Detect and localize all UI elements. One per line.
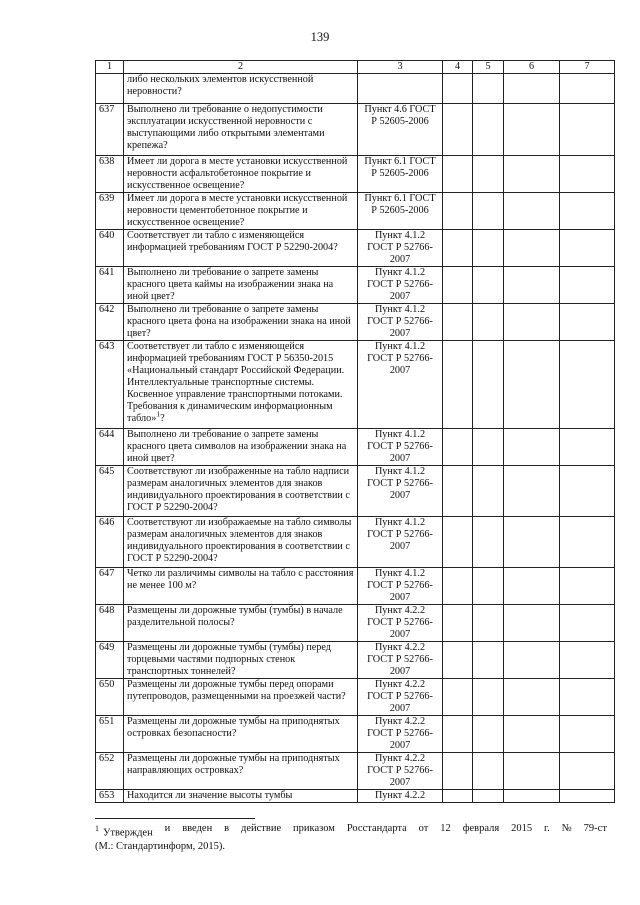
empty-cell-col-4: [443, 605, 473, 642]
empty-cell-col-6: [504, 193, 560, 230]
row-reference: Пункт 4.1.2 ГОСТ Р 52766-2007: [358, 304, 443, 341]
empty-cell-col-7: [560, 790, 615, 803]
empty-cell-col-5: [473, 605, 504, 642]
footnote-word: №: [561, 823, 572, 834]
empty-cell-col-4: [443, 568, 473, 605]
row-number: 650: [96, 679, 124, 716]
empty-cell-col-5: [473, 753, 504, 790]
row-question-text: Имеет ли дорога в месте установки искусственной неровности цементобетонное покрытие и искусственное освещение?: [127, 193, 348, 228]
empty-cell-col-6: [504, 517, 560, 568]
empty-cell-col-4: [443, 304, 473, 341]
row-reference: Пункт 4.1.2 ГОСТ Р 52766-2007: [358, 341, 443, 429]
footnote-reference: 1: [156, 409, 161, 419]
empty-cell-col-7: [560, 679, 615, 716]
empty-cell-col-7: [560, 304, 615, 341]
empty-cell-col-6: [504, 156, 560, 193]
empty-cell-col-4: [443, 267, 473, 304]
footnote-word: 79-ст: [583, 823, 607, 834]
empty-cell-col-7: [560, 341, 615, 429]
header-col-3: 3: [358, 61, 443, 74]
empty-cell-col-5: [473, 790, 504, 803]
empty-cell-col-7: [560, 156, 615, 193]
row-question-text: Четко ли различимы символы на табло с расстояния не менее 100 м?: [127, 568, 354, 591]
empty-cell-col-4: [443, 429, 473, 466]
table-row: [96, 74, 615, 104]
table-row: [96, 679, 615, 716]
row-question-text: Выполнено ли требование о запрете замены красного цвета фона на изображении знака на иной цвет?: [127, 304, 351, 339]
empty-cell-col-6: [504, 74, 560, 104]
empty-cell-col-4: [443, 753, 473, 790]
footnote-word: приказом: [293, 823, 335, 834]
row-question-text: Выполнено ли требование о запрете замены красного цвета символов на изображении знака на иной цвет?: [127, 429, 347, 464]
row-number: 641: [96, 267, 124, 304]
empty-cell-col-5: [473, 466, 504, 517]
footnote-divider: [95, 818, 255, 819]
page-number: 139: [310, 30, 330, 44]
empty-cell-col-4: [443, 642, 473, 679]
row-number: 652: [96, 753, 124, 790]
header-col-2: 2: [124, 61, 358, 74]
row-reference: Пункт 4.1.2 ГОСТ Р 52766-2007: [358, 267, 443, 304]
row-question: [124, 304, 358, 341]
table-row: [96, 790, 615, 803]
empty-cell-col-7: [560, 753, 615, 790]
row-question: [124, 156, 358, 193]
empty-cell-col-6: [504, 341, 560, 429]
row-number: [96, 74, 124, 104]
row-question-text: Размещены ли дорожные тумбы (тумбы) в начале разделительной полосы?: [127, 605, 343, 628]
empty-cell-col-5: [473, 517, 504, 568]
row-question-text: Имеет ли дорога в месте установки искусственной неровности асфальтобетонное покрытие и искусственное освещение?: [127, 156, 348, 191]
row-question: [124, 429, 358, 466]
row-reference: Пункт 4.2.2 ГОСТ Р 52766-2007: [358, 716, 443, 753]
empty-cell-col-5: [473, 341, 504, 429]
row-question: [124, 716, 358, 753]
row-number: 637: [96, 104, 124, 156]
empty-cell-col-4: [443, 230, 473, 267]
footnote-word: введен: [182, 823, 213, 834]
empty-cell-col-4: [443, 341, 473, 429]
empty-cell-col-7: [560, 230, 615, 267]
row-reference: Пункт 4.6 ГОСТ Р 52605-2006: [358, 104, 443, 156]
row-question: [124, 267, 358, 304]
table-row: [96, 341, 615, 429]
table-row: [96, 230, 615, 267]
empty-cell-col-5: [473, 642, 504, 679]
row-question-text: Находится ли значение высоты тумбы: [127, 790, 293, 801]
header-col-5: 5: [473, 61, 504, 74]
row-number: 648: [96, 605, 124, 642]
row-number: 638: [96, 156, 124, 193]
empty-cell-col-7: [560, 193, 615, 230]
empty-cell-col-7: [560, 267, 615, 304]
empty-cell-col-6: [504, 716, 560, 753]
row-question: [124, 466, 358, 517]
row-question-text: Размещены ли дорожные тумбы перед опорами путепроводов, размещенными на проезжей части?: [127, 679, 346, 702]
row-reference: Пункт 6.1 ГОСТ Р 52605-2006: [358, 193, 443, 230]
row-question: [124, 193, 358, 230]
row-question-text: Соответствуют ли изображаемые на табло символы размерам аналогичных элементов для знаков индивидуального проектирования в соответствии с ГОСТ Р 52290-2004?: [127, 517, 352, 564]
empty-cell-col-7: [560, 568, 615, 605]
row-question: [124, 74, 358, 104]
empty-cell-col-6: [504, 753, 560, 790]
empty-cell-col-6: [504, 267, 560, 304]
table-row: [96, 104, 615, 156]
empty-cell-col-5: [473, 267, 504, 304]
empty-cell-col-7: [560, 74, 615, 104]
row-question: [124, 568, 358, 605]
table-row: [96, 304, 615, 341]
row-number: 646: [96, 517, 124, 568]
footnote-mark-number: 1: [95, 824, 99, 833]
empty-cell-col-4: [443, 517, 473, 568]
empty-cell-col-7: [560, 104, 615, 156]
table-row: [96, 716, 615, 753]
row-question: [124, 790, 358, 803]
table-row: [96, 466, 615, 517]
row-number: 653: [96, 790, 124, 803]
row-number: 640: [96, 230, 124, 267]
empty-cell-col-6: [504, 642, 560, 679]
empty-cell-col-6: [504, 790, 560, 803]
empty-cell-col-6: [504, 568, 560, 605]
footnote: [95, 822, 607, 853]
empty-cell-col-7: [560, 466, 615, 517]
empty-cell-col-7: [560, 642, 615, 679]
header-col-1: 1: [96, 61, 124, 74]
empty-cell-col-6: [504, 304, 560, 341]
table-row: [96, 642, 615, 679]
table-row: [96, 267, 615, 304]
row-number: 639: [96, 193, 124, 230]
footnote-word: 12: [440, 823, 451, 834]
footnote-word: 2015: [511, 823, 533, 834]
row-reference: Пункт 6.1 ГОСТ Р 52605-2006: [358, 156, 443, 193]
row-question-text: либо нескольких элементов искусственной неровности?: [127, 74, 314, 97]
row-number: 643: [96, 341, 124, 429]
header-col-7: 7: [560, 61, 615, 74]
row-question: [124, 605, 358, 642]
empty-cell-col-4: [443, 466, 473, 517]
row-question-tail: ?: [160, 413, 165, 424]
checklist-table: [95, 60, 615, 803]
header-col-6: 6: [504, 61, 560, 74]
empty-cell-col-5: [473, 568, 504, 605]
empty-cell-col-4: [443, 156, 473, 193]
row-question-text: Соответствуют ли изображенные на табло надписи размерам аналогичных элементов для знаков индивидуального проектирования в соответствии с ГОСТ Р 52290-2004?: [127, 466, 350, 513]
empty-cell-col-7: [560, 429, 615, 466]
empty-cell-col-7: [560, 605, 615, 642]
empty-cell-col-4: [443, 193, 473, 230]
row-reference: Пункт 4.1.2 ГОСТ Р 52766-2007: [358, 568, 443, 605]
empty-cell-col-4: [443, 679, 473, 716]
row-reference: Пункт 4.1.2 ГОСТ Р 52766-2007: [358, 517, 443, 568]
footnote-word: действие: [241, 823, 282, 834]
empty-cell-col-6: [504, 429, 560, 466]
empty-cell-col-7: [560, 716, 615, 753]
empty-cell-col-4: [443, 790, 473, 803]
footnote-line-2: (М.: Стандартинформ, 2015).: [95, 840, 225, 852]
row-reference: Пункт 4.2.2: [358, 790, 443, 803]
footnote-word: от: [418, 823, 429, 834]
empty-cell-col-4: [443, 716, 473, 753]
empty-cell-col-5: [473, 230, 504, 267]
row-number: 649: [96, 642, 124, 679]
empty-cell-col-5: [473, 716, 504, 753]
row-reference: Пункт 4.2.2 ГОСТ Р 52766-2007: [358, 679, 443, 716]
table-header-row: [96, 61, 615, 74]
row-number: 642: [96, 304, 124, 341]
footnote-word: Утвержден: [103, 827, 153, 839]
table-row: [96, 753, 615, 790]
row-number: 651: [96, 716, 124, 753]
empty-cell-col-5: [473, 104, 504, 156]
row-question: [124, 230, 358, 267]
row-question: [124, 104, 358, 156]
row-number: 645: [96, 466, 124, 517]
empty-cell-col-4: [443, 74, 473, 104]
empty-cell-col-6: [504, 230, 560, 267]
row-reference: Пункт 4.1.2 ГОСТ Р 52766-2007: [358, 230, 443, 267]
empty-cell-col-4: [443, 104, 473, 156]
empty-cell-col-7: [560, 517, 615, 568]
table-body: [96, 74, 615, 803]
row-reference: Пункт 4.2.2 ГОСТ Р 52766-2007: [358, 642, 443, 679]
empty-cell-col-6: [504, 679, 560, 716]
row-question-text: Соответствует ли табло с изменяющейся информацией требованиям ГОСТ Р 56350-2015 «Национальный стандарт Российской Федерации. Интеллектуальные транспортные системы. Косвенное управление транспортными потоками. Требования к динамическим информационным табло»: [127, 341, 345, 424]
empty-cell-col-5: [473, 193, 504, 230]
row-reference: Пункт 4.2.2 ГОСТ Р 52766-2007: [358, 605, 443, 642]
footnote-word: и: [164, 823, 171, 834]
row-question-text: Размещены ли дорожные тумбы на приподнятых островках безопасности?: [127, 716, 340, 739]
empty-cell-col-5: [473, 679, 504, 716]
row-question-text: Выполнено ли требование о запрете замены красного цвета каймы на изображении знака на иной цвет?: [127, 267, 334, 302]
footnote-word: в: [224, 823, 230, 834]
row-question: [124, 679, 358, 716]
row-question: [124, 341, 358, 429]
table-row: [96, 605, 615, 642]
footnote-word: Росстандарта: [346, 823, 407, 834]
empty-cell-col-5: [473, 304, 504, 341]
row-question-text: Соответствует ли табло с изменяющейся информацией требованиям ГОСТ Р 52290-2004?: [127, 230, 338, 253]
table-row: [96, 568, 615, 605]
footnote-mark: [95, 822, 153, 840]
empty-cell-col-5: [473, 74, 504, 104]
table-row: [96, 517, 615, 568]
row-question: [124, 517, 358, 568]
empty-cell-col-5: [473, 156, 504, 193]
footnote-word: г.: [544, 823, 550, 834]
row-reference: Пункт 4.1.2 ГОСТ Р 52766-2007: [358, 466, 443, 517]
footnote-word: февраля: [462, 823, 500, 834]
row-question: [124, 753, 358, 790]
row-reference: Пункт 4.1.2 ГОСТ Р 52766-2007: [358, 429, 443, 466]
row-reference: Пункт 4.2.2 ГОСТ Р 52766-2007: [358, 753, 443, 790]
table-row: [96, 156, 615, 193]
table-row: [96, 193, 615, 230]
empty-cell-col-6: [504, 466, 560, 517]
row-number: 647: [96, 568, 124, 605]
row-reference: [358, 74, 443, 104]
empty-cell-col-5: [473, 429, 504, 466]
table-row: [96, 429, 615, 466]
empty-cell-col-6: [504, 104, 560, 156]
row-question-text: Размещены ли дорожные тумбы (тумбы) перед торцевыми частями подпорных стенок транспортных тоннелей?: [127, 642, 331, 677]
row-question: [124, 642, 358, 679]
footnote-line-1: [95, 822, 607, 840]
row-question-text: Выполнено ли требование о недопустимости эксплуатации искусственной неровности с выступающими либо открытыми элементами крепежа?: [127, 104, 325, 151]
empty-cell-col-6: [504, 605, 560, 642]
header-col-4: 4: [443, 61, 473, 74]
row-question-text: Размещены ли дорожные тумбы на приподнятых направляющих островках?: [127, 753, 340, 776]
row-number: 644: [96, 429, 124, 466]
